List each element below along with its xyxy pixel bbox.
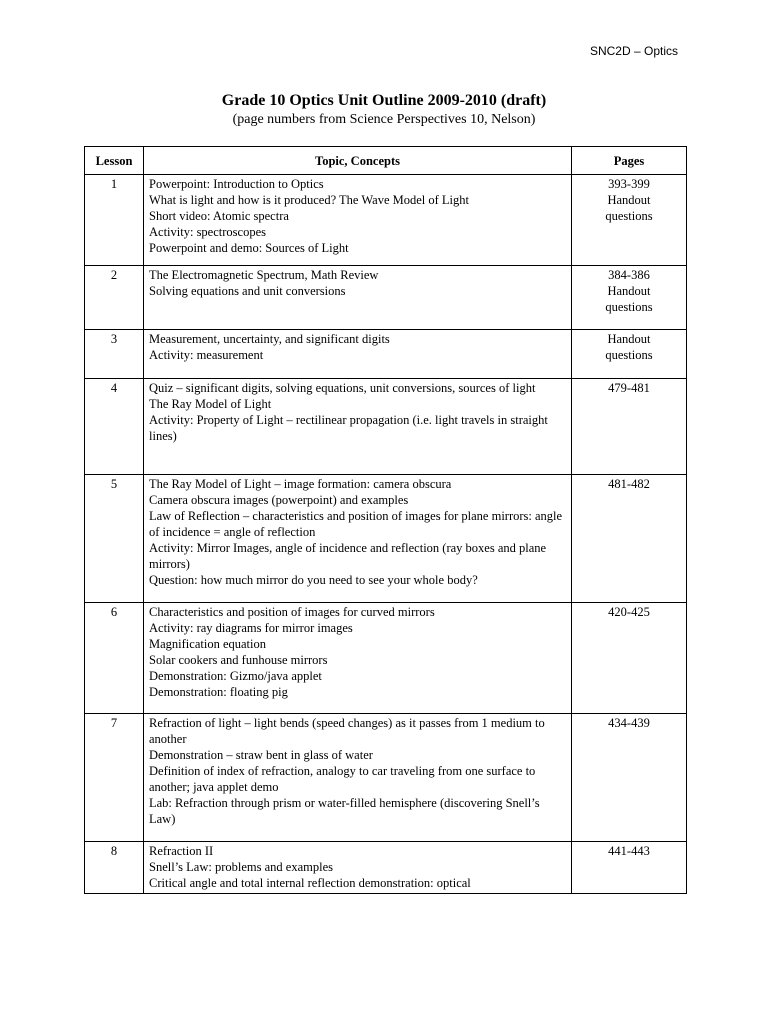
column-header-pages: Pages (572, 147, 687, 175)
topic-cell (144, 379, 572, 475)
pages-line: 393-399 (608, 177, 650, 191)
topic-line: Short video: Atomic spectra (149, 209, 289, 223)
pages-line: 481-482 (608, 477, 650, 491)
topic-line: Camera obscura images (powerpoint) and examples (149, 493, 409, 507)
unit-outline-table (84, 146, 687, 894)
topic-line: Definition of index of refraction, analogy to car traveling from one surface to another; java applet demo (149, 764, 536, 794)
topic-line: Characteristics and position of images for curved mirrors (149, 605, 435, 619)
lesson-number: 7 (85, 714, 144, 842)
table-row (85, 714, 687, 842)
topic-line: Powerpoint and demo: Sources of Light (149, 241, 349, 255)
table-row (85, 475, 687, 603)
topic-line: The Electromagnetic Spectrum, Math Review (149, 268, 379, 282)
pages-cell (572, 842, 687, 894)
topic-line: What is light and how is it produced? The Wave Model of Light (149, 193, 469, 207)
column-header-topic: Topic, Concepts (144, 147, 572, 175)
topic-line: Demonstration: Gizmo/java applet (149, 669, 322, 683)
topic-line: Activity: Property of Light – rectilinear propagation (i.e. light travels in straight lines) (149, 413, 548, 443)
topic-cell (144, 603, 572, 714)
table-row (85, 266, 687, 330)
topic-line: Demonstration: floating pig (149, 685, 288, 699)
pages-line: questions (605, 209, 653, 223)
pages-cell (572, 714, 687, 842)
topic-line: Critical angle and total internal reflection demonstration: optical (149, 876, 471, 890)
pages-line: 434-439 (608, 716, 650, 730)
document-title: Grade 10 Optics Unit Outline 2009-2010 (draft) (221, 92, 547, 109)
column-header-lesson: Lesson (85, 147, 144, 175)
topic-cell (144, 330, 572, 379)
lesson-number: 5 (85, 475, 144, 603)
topic-line: Demonstration – straw bent in glass of water (149, 748, 373, 762)
table-row (85, 175, 687, 266)
topic-line: Law of Reflection – characteristics and position of images for plane mirrors: angle of incidence = angle of reflection (149, 509, 563, 539)
topic-line: Activity: Mirror Images, angle of incidence and reflection (ray boxes and plane mirrors) (149, 541, 547, 571)
pages-line: 384-386 (608, 268, 650, 282)
topic-line: The Ray Model of Light – image formation: camera obscura (149, 477, 452, 491)
topic-line: The Ray Model of Light (149, 397, 272, 411)
pages-line: 441-443 (608, 844, 650, 858)
pages-cell (572, 175, 687, 266)
topic-cell (144, 842, 572, 894)
course-tag: SNC2D – Optics (589, 44, 678, 58)
lesson-number: 8 (85, 842, 144, 894)
pages-cell (572, 603, 687, 714)
table-row (85, 842, 687, 894)
topic-line: Question: how much mirror do you need to see your whole body? (149, 573, 478, 587)
topic-cell (144, 714, 572, 842)
pages-cell (572, 266, 687, 330)
lesson-number: 2 (85, 266, 144, 330)
pages-line: 479-481 (608, 381, 650, 395)
document-subtitle: (page numbers from Science Perspectives 10, Nelson) (232, 112, 536, 127)
table-header-row (85, 147, 687, 175)
table-row (85, 330, 687, 379)
topic-line: Activity: measurement (149, 348, 264, 362)
pages-cell (572, 379, 687, 475)
topic-line: Solar cookers and funhouse mirrors (149, 653, 328, 667)
topic-line: Solving equations and unit conversions (149, 284, 346, 298)
pages-line: Handout (607, 284, 651, 298)
pages-line: 420-425 (608, 605, 650, 619)
topic-line: Refraction of light – light bends (speed changes) as it passes from 1 medium to another (149, 716, 545, 746)
table-row (85, 379, 687, 475)
pages-line: questions (605, 348, 653, 362)
topic-line: Measurement, uncertainty, and significant digits (149, 332, 390, 346)
lesson-number: 3 (85, 330, 144, 379)
topic-line: Activity: spectroscopes (149, 225, 266, 239)
pages-line: questions (605, 300, 653, 314)
topic-line: Snell’s Law: problems and examples (149, 860, 333, 874)
pages-cell (572, 330, 687, 379)
topic-line: Magnification equation (149, 637, 266, 651)
pages-line: Handout (607, 193, 651, 207)
lesson-number: 4 (85, 379, 144, 475)
table-row (85, 603, 687, 714)
topic-line: Refraction II (149, 844, 214, 858)
pages-line: Handout (607, 332, 651, 346)
topic-cell (144, 266, 572, 330)
lesson-number: 1 (85, 175, 144, 266)
topic-line: Activity: ray diagrams for mirror images (149, 621, 353, 635)
topic-line: Powerpoint: Introduction to Optics (149, 177, 324, 191)
lesson-number: 6 (85, 603, 144, 714)
topic-line: Quiz – significant digits, solving equations, unit conversions, sources of light (149, 381, 536, 395)
topic-cell (144, 475, 572, 603)
pages-cell (572, 475, 687, 603)
topic-line: Lab: Refraction through prism or water-filled hemisphere (discovering Snell’s Law) (149, 796, 540, 826)
topic-cell (144, 175, 572, 266)
